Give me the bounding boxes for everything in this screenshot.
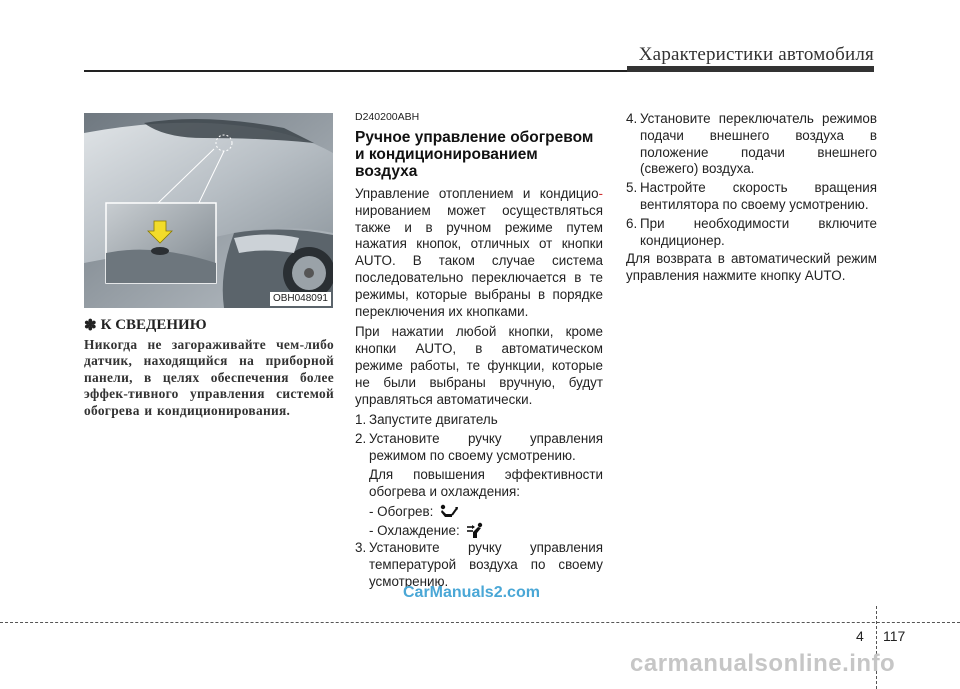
caution-heading [84, 316, 207, 335]
step-text: Установите переключатель режимов подачи внешнего воздуха в положение подачи внешнего (свежего) воздуха. [640, 111, 877, 177]
intro-part-b: нированием может осуществляться также и в ручном режиме путем нажатия кнопок, отличных от кнопки AUTO. В таком случае система последовательно переключается в те режимы, которые выбраны в порядке переключения их кнопками. [355, 202, 603, 319]
heating-mode [355, 502, 603, 521]
footer-rule [0, 622, 960, 623]
intro-paragraph [355, 186, 603, 320]
step-text: Запустите двигатель [369, 412, 498, 428]
step-4 [626, 111, 877, 178]
caution-body: Никогда не загораживайте чем-либо датчик, находящийся на приборной панели, в целях обеспечения более эффек-тивного управления системой обогрева и кондиционирования. [84, 337, 334, 418]
section-title-line2: и кондиционированием воздуха [355, 146, 538, 180]
step-text: Настройте скорость вращения вентилятора по своему усмотрению. [640, 180, 877, 212]
intro-part-a: Управление отоплением и кондицио [355, 186, 599, 201]
step-number: 3. [355, 540, 367, 556]
step-text: Установите ручку управления режимом по своему усмотрению. [369, 431, 603, 463]
face-mode-icon [466, 522, 486, 540]
watermark-link[interactable]: CarManuals2.com [403, 584, 540, 601]
section-title [355, 129, 603, 180]
step-number: 4. [626, 111, 638, 126]
figure-code: OBH048091 [270, 292, 331, 306]
step-number: 2. [355, 431, 367, 447]
step-1 [355, 412, 603, 429]
hyphen: - [598, 186, 603, 201]
car-illustration [84, 113, 333, 308]
header-title: Характеристики автомобиля [638, 44, 874, 65]
closing-paragraph: Для возврата в автоматический режим управления нажмите кнопку AUTO. [626, 251, 877, 284]
auto-paragraph: При нажатии любой кнопки, кроме кнопки AUTO, в автоматическом режиме работы, те функции, которые не были выбраны вручную, будут управляться автоматически. [355, 324, 603, 407]
floor-mode-icon [439, 504, 459, 520]
page-number: 117 [883, 628, 906, 644]
caution-title: К СВЕДЕНИЮ [100, 317, 207, 333]
asterisk-icon: ✽ [84, 318, 97, 334]
section-title-line1: Ручное управление обогревом [355, 129, 594, 146]
site-watermark: carmanualsonline.info [630, 650, 896, 677]
step-2-note: Для повышения эффективности обогрева и охлаждения: [369, 466, 603, 499]
step-2 [355, 431, 603, 465]
section-code: D240200ABH [355, 111, 420, 123]
cooling-label: - Охлаждение: [369, 523, 460, 539]
step-text: Установите ручку управления температурой воздуха по своему усмотрению. [369, 540, 603, 589]
heating-label: - Обогрев: [369, 504, 434, 520]
step-number: 1. [355, 412, 367, 428]
step-6 [626, 216, 877, 250]
step-5 [626, 180, 877, 214]
content-column-2 [355, 111, 603, 593]
car-sensor-photo [84, 113, 333, 308]
step-text: При необходимости включите кондиционер. [640, 215, 877, 248]
cooling-mode [355, 521, 603, 540]
step-number: 5. [626, 180, 638, 196]
header-rule-accent [627, 66, 874, 72]
section-number: 4 [856, 628, 864, 644]
content-column-3 [626, 111, 877, 289]
step-number: 6. [626, 215, 638, 231]
